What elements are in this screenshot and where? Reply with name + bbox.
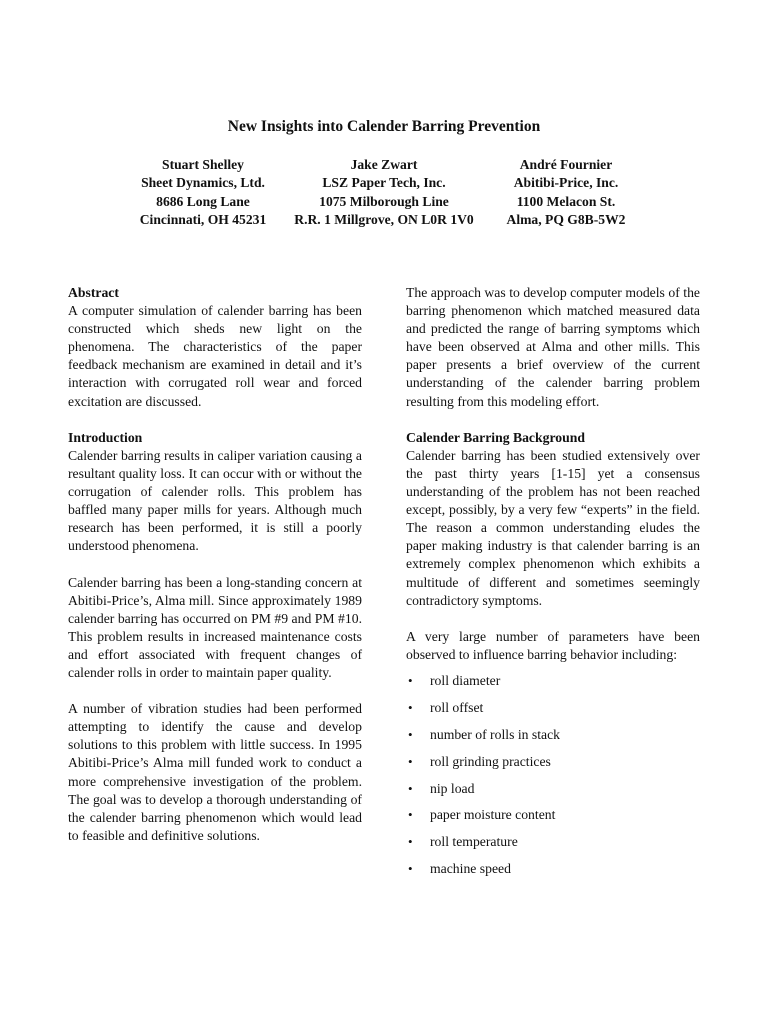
bullet-icon: •: [408, 672, 413, 688]
introduction-paragraph-2: Calender barring has been a long-standing concern at Abitibi-Price’s, Alma mill. Since approximately 1989 calender barring has occurred on PM #9 and PM #10. This problem results in increased maintenance costs and effort associated with frequent changes of calender rolls in order to maintain paper quality.: [68, 574, 362, 680]
introduction-paragraph-3: A number of vibration studies had been performed attempting to identify the cause and develop solutions to this problem with little success. In 1995 Abitibi-Price’s Alma mill funded work to conduct a more comprehensive investigation of the problem. The goal was to develop a thorough understanding of the calender barring phenomenon which would lead to feasible and definitive solutions.: [68, 701, 362, 843]
author-address-line-1: 8686 Long Lane: [156, 193, 250, 209]
author-block: [0, 156, 768, 236]
author-andre-fournier: [481, 156, 651, 229]
abstract-text: A computer simulation of calender barring has been constructed which sheds new light on the phenomena. The characteristics of the paper feedback mechanism are examined in detail and it’s interaction with corrugated roll wear and forced excitation are discussed.: [68, 303, 362, 409]
author-stuart-shelley: [118, 156, 288, 229]
bullet-icon: •: [408, 753, 413, 769]
list-item: • nip load: [408, 780, 475, 796]
list-item: • roll temperature: [408, 834, 518, 850]
author-jake-zwart: [284, 156, 484, 229]
list-item: • machine speed: [408, 861, 511, 877]
approach-paragraph: The approach was to develop computer models of the barring phenomenon which matched measured data and predicted the range of barring symptoms which have been observed at Alma and other mills. This paper presents a brief overview of the current understanding of the calender barring problem resulting from this modeling effort.: [406, 285, 700, 409]
barring-parameter-list: [406, 672, 700, 887]
bullet-icon: •: [408, 780, 413, 796]
author-address-line-2: R.R. 1 Millgrove, ON L0R 1V0: [294, 211, 474, 227]
author-organization: Sheet Dynamics, Ltd.: [141, 175, 265, 191]
paper-title: New Insights into Calender Barring Prevention: [227, 118, 541, 135]
background-paragraph-2: A very large number of parameters have been observed to influence barring behavior including:: [406, 628, 700, 662]
author-organization: LSZ Paper Tech, Inc.: [322, 175, 446, 191]
list-item: • roll grinding practices: [408, 753, 551, 769]
author-address-line-1: 1100 Melacon St.: [516, 193, 616, 209]
background-heading: Calender Barring Background: [406, 429, 585, 445]
bullet-icon: •: [408, 699, 413, 715]
list-item: • roll offset: [408, 699, 484, 715]
introduction-heading: Introduction: [68, 429, 143, 445]
bullet-icon: •: [408, 807, 413, 823]
author-name: Stuart Shelley: [162, 157, 244, 172]
list-item: • roll diameter: [408, 672, 501, 688]
bullet-icon: •: [408, 834, 413, 850]
right-column: [406, 284, 700, 887]
list-item: • paper moisture content: [408, 807, 556, 823]
bullet-icon: •: [408, 861, 413, 877]
author-name: Jake Zwart: [350, 157, 418, 172]
author-name: André Fournier: [519, 157, 613, 172]
abstract-heading: Abstract: [68, 285, 119, 300]
bullet-icon: •: [408, 726, 413, 742]
author-address-line-1: 1075 Milborough Line: [319, 193, 449, 209]
author-organization: Abitibi-Price, Inc.: [513, 175, 619, 191]
background-paragraph-1: Calender barring has been studied extensively over the past thirty years [1-15] yet a consensus understanding of the problem has not been reached except, possibly, by a very few “experts” in the field. The reason a common understanding eludes the paper making industry is that calender barring is an extremely complex phenomenon which exhibits a multitude of different and sometimes seemingly contradictory symptoms.: [406, 447, 700, 608]
left-column: [68, 284, 362, 845]
author-address-line-2: Alma, PQ G8B-5W2: [506, 211, 626, 227]
author-address-line-2: Cincinnati, OH 45231: [139, 211, 267, 227]
introduction-paragraph-1: Calender barring results in caliper variation causing a resultant quality loss. It can occur with or without the corrugation of calender rolls. This problem has baffled many paper mills for years. Although much research has been performed, it is still a poorly understood phenomena.: [68, 447, 362, 554]
list-item: • number of rolls in stack: [408, 726, 561, 742]
